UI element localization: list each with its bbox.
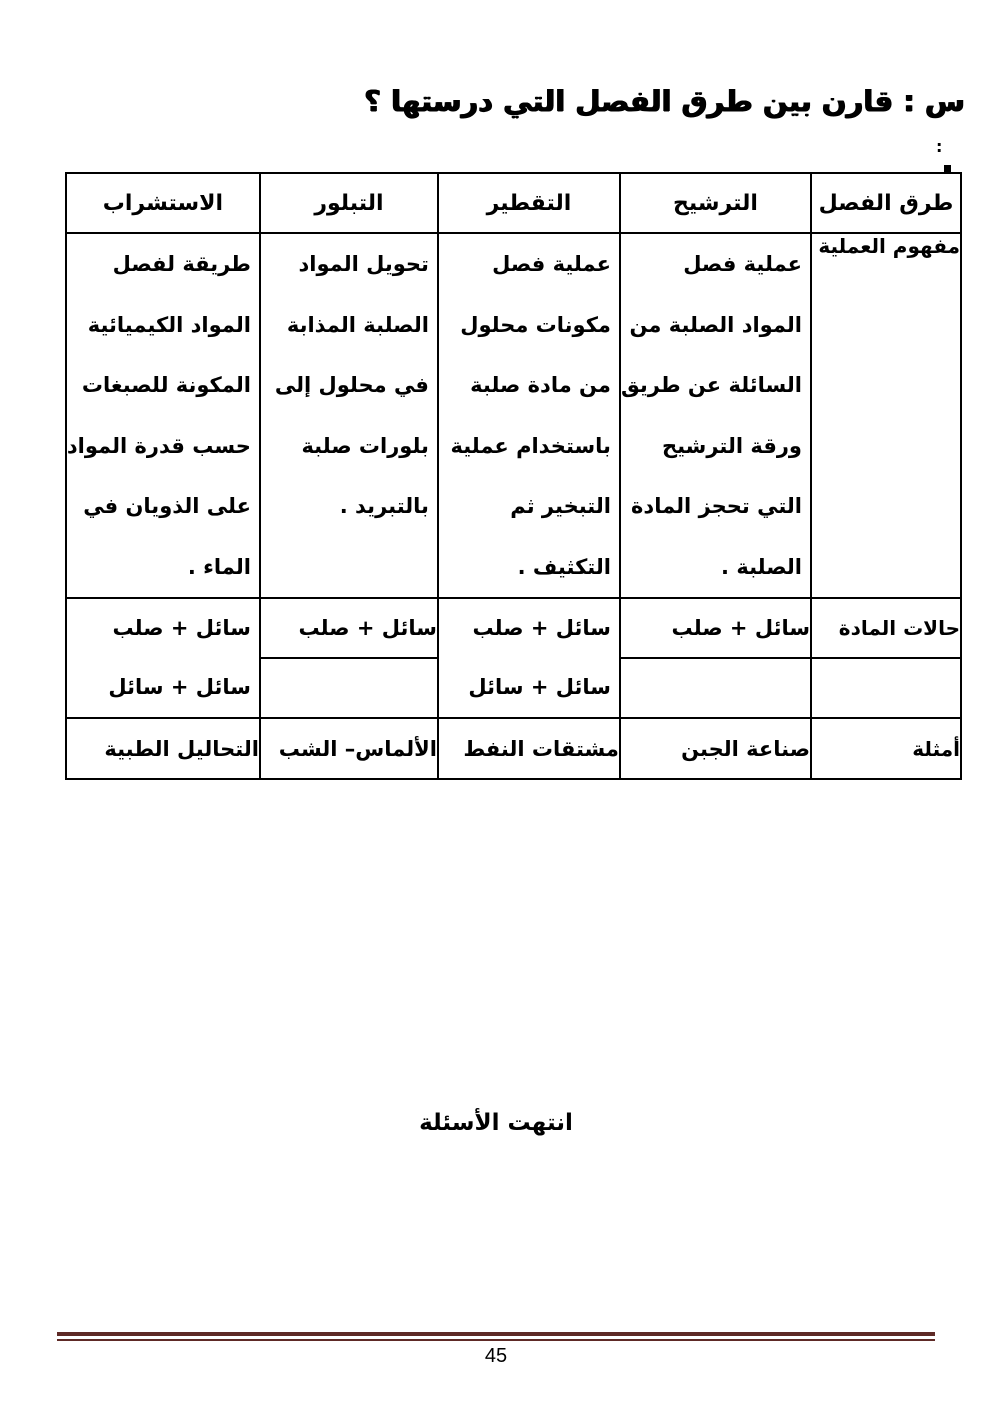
examples-cell-distillation: مشتقات النفط [438,718,620,779]
cell-line: تحويل المواد [298,252,429,276]
examples-cell-filtration: صناعة الجبن [620,718,811,779]
concept-cell-filtration [620,233,811,598]
footer-rule-thin [57,1339,935,1341]
footer-rule-thick [57,1332,935,1336]
cell-line: سائل + سائل [108,675,251,699]
states-cell-crystallization: سائل + صلب [260,598,438,658]
cell-line: بالتبريد . [339,494,429,518]
states-cell-filtration: سائل + صلب [620,598,811,658]
cell-line: الماء . [187,554,251,579]
states-row-a [66,598,961,658]
cell-line: باستخدام عملية [450,433,611,458]
row-label-states: حالات المادة [811,598,961,658]
cell-line: عملية فصل [683,252,802,276]
examples-cell-chromatography: التحاليل الطبية [66,718,260,779]
cell-line: عملية فصل [492,252,611,276]
states-cell-distillation [438,598,620,718]
cell-line: طريقة لفصل [112,252,251,276]
page-number: 45 [484,1345,508,1367]
concept-cell-chromatography [66,233,260,598]
cell-line: السائلة عن طريق [620,373,802,397]
cell-line: في محلول إلى [274,373,429,397]
cell-line: حسب قدرة المواد [66,433,251,458]
column-header-distillation: التقطير [438,173,620,233]
column-header-chromatography: الاستشراب [66,173,260,233]
cell-line: على الذويان في [83,494,251,518]
row-label-examples: أمثلة [811,718,961,779]
cell-line: سائل + صلب [472,616,611,640]
concept-cell-distillation [438,233,620,598]
question-title: س : قارن بين طرق الفصل التي درستها ؟ [364,84,965,118]
cell-line: التي تحجز المادة [631,494,802,518]
cell-line: سائل + صلب [112,616,251,640]
corner-square-mark [944,165,951,172]
cell-line: المواد الصلبة من [629,312,802,337]
column-header-methods: طرق الفصل [811,173,961,233]
table-header-row [66,173,961,233]
states-empty-methods [811,658,961,718]
concept-row [66,233,961,598]
cell-line: التكثيف . [517,554,611,579]
concept-cell-crystallization [260,233,438,598]
states-empty-crystallization [260,658,438,718]
row-label-concept: مفهوم العملية [811,233,961,598]
column-header-crystallization: التبلور [260,173,438,233]
cell-line: مكونات محلول [460,312,611,337]
examples-cell-crystallization: الألماس– الشب [260,718,438,779]
cell-line: المواد الكيميائية [87,312,251,337]
cell-line: ورقة الترشيح [661,433,802,458]
states-cell-chromatography [66,598,260,718]
cell-line: المكونة للصبغات [81,373,251,397]
end-of-questions-note: انتهت الأسئلة [419,1110,573,1136]
comparison-table [65,172,962,780]
cell-line: الصلبة المذابة [286,312,429,337]
cell-line: الصلبة . [721,554,802,579]
cell-line: التبخير ثم [510,494,611,518]
states-empty-filtration [620,658,811,718]
cell-line: بلورات صلبة [301,433,429,458]
column-header-filtration: الترشيح [620,173,811,233]
corner-colon-mark: : [936,137,943,156]
examples-row [66,718,961,779]
cell-line: سائل + سائل [468,675,611,699]
cell-line: من مادة صلبة [470,373,611,397]
